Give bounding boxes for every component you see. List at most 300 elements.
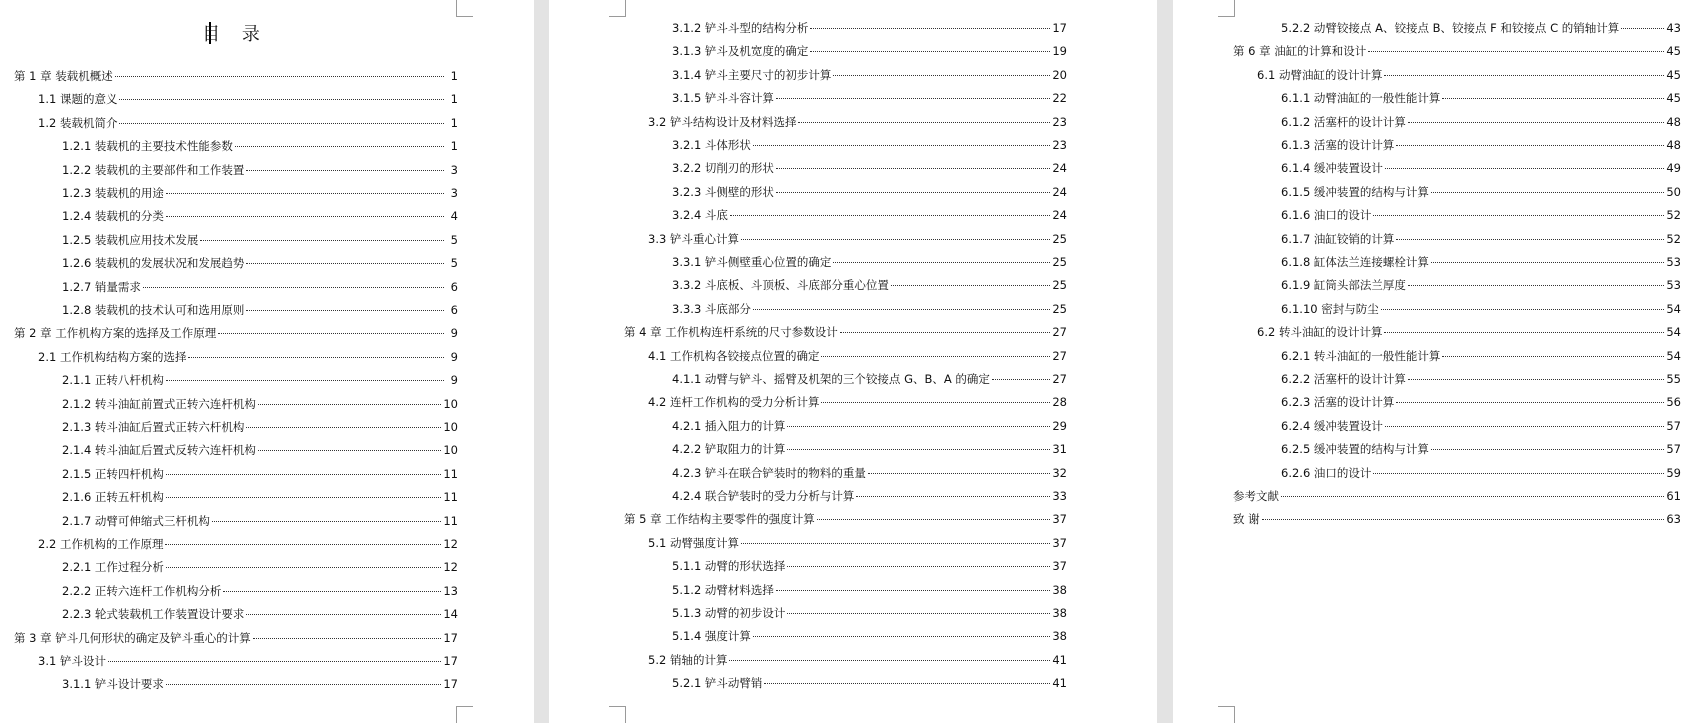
toc-entry-label: 5.1.4 强度计算 [672,629,751,643]
toc-entry[interactable] [38,89,458,109]
toc-entry[interactable] [624,509,1067,529]
toc-entry-label: 3.3.2 斗底板、斗顶板、斗底部分重心位置 [672,278,889,292]
toc-entry[interactable] [648,112,1067,132]
toc-entry[interactable] [672,182,1067,202]
toc-entry-label: 5.1 动臂强度计算 [648,536,739,550]
toc-page-number: 10 [443,443,458,457]
toc-dot-leader [1408,121,1664,123]
toc-entry[interactable] [62,440,458,460]
toc-entry-label: 5.1.1 动臂的形状选择 [672,559,786,573]
toc-dot-leader [787,448,1050,450]
toc-entry[interactable] [1257,322,1681,342]
toc-dot-leader [1442,355,1664,357]
toc-entry-label: 参考文献 [1233,489,1279,503]
toc-dot-leader [188,356,444,358]
toc-dot-leader [258,449,441,451]
toc-entry[interactable] [62,253,458,273]
toc-entry[interactable] [1281,229,1681,249]
toc-dot-leader [776,97,1050,99]
toc-page-number: 4 [450,209,458,223]
toc-entry[interactable] [62,230,458,250]
toc-entry[interactable] [672,158,1067,178]
toc-entry-label: 3.3 铲斗重心计算 [648,232,739,246]
toc-dot-leader [1368,50,1664,52]
toc-dot-leader [258,403,441,405]
toc-entry-label: 1.2.3 装载机的用途 [62,186,164,200]
toc-page-number: 43 [1666,21,1681,35]
toc-dot-leader [741,238,1050,240]
toc-entry[interactable] [62,487,458,507]
toc-entry-label: 6.2.5 缓冲装置的结构与计算 [1281,442,1429,456]
toc-entry-label: 4.2.1 插入阻力的计算 [672,419,786,433]
crop-mark-top-right [456,0,473,17]
toc-page-number: 17 [443,654,458,668]
toc-entry-label: 3.1 铲斗设计 [38,654,106,668]
toc-page-number: 17 [443,631,458,645]
toc-page-number: 37 [1052,559,1067,573]
crop-mark-top-left [609,0,626,17]
toc-page-number: 24 [1052,185,1067,199]
toc-dot-leader [833,261,1050,263]
toc-page-number: 56 [1666,395,1681,409]
toc-dot-leader [787,565,1050,567]
toc-dot-leader [776,167,1050,169]
toc-entry[interactable] [1281,112,1681,132]
toc-entry[interactable] [672,673,1067,693]
toc-page-number: 52 [1666,232,1681,246]
toc-entry-label: 第 4 章 工作机构连杆系统的尺寸参数设计 [624,325,838,339]
toc-entry[interactable] [1233,509,1681,529]
toc-page-number: 25 [1052,278,1067,292]
toc-entry[interactable] [672,556,1067,576]
toc-entry[interactable] [1281,416,1681,436]
toc-page-number: 1 [450,116,458,130]
toc-entry-label: 2.1.1 正转八杆机构 [62,373,164,387]
toc-entry[interactable] [62,417,458,437]
toc-dot-leader [776,191,1050,193]
toc-entry-label: 1.2 装载机简介 [38,116,118,130]
toc-entry[interactable] [648,346,1067,366]
toc-dot-leader [992,378,1050,380]
toc-entry-label: 6.1.9 缸筒头部法兰厚度 [1281,278,1406,292]
toc-page-number: 14 [443,607,458,621]
toc-entry-label: 6.1.8 缸体法兰连接螺栓计算 [1281,255,1429,269]
toc-page-number: 17 [1052,21,1067,35]
toc-entry-label: 3.2.3 斗侧壁的形状 [672,185,774,199]
crop-mark-bottom-left [1218,706,1235,723]
toc-page-number: 52 [1666,208,1681,222]
toc-dot-leader [753,308,1050,310]
toc-entry-label: 2.1.6 正转五杆机构 [62,490,164,504]
toc-entry-label: 2.1.5 正转四杆机构 [62,467,164,481]
toc-page-number: 10 [443,420,458,434]
toc-entry-label: 6.1.6 油口的设计 [1281,208,1372,222]
toc-dot-leader [753,635,1050,637]
toc-entry-label: 2.2 工作机构的工作原理 [38,537,164,551]
toc-dot-leader [253,637,442,639]
toc-dot-leader [891,284,1050,286]
toc-entry-label: 4.2 连杆工作机构的受力分析计算 [648,395,820,409]
toc-entry[interactable] [1281,252,1681,272]
toc-dot-leader [166,192,444,194]
toc-entry[interactable] [672,41,1067,61]
toc-page-number: 5 [450,256,458,270]
toc-dot-leader [1408,284,1664,286]
toc-page-number: 13 [443,584,458,598]
toc-entry-label: 3.2.4 斗底 [672,208,728,222]
toc-dot-leader [1431,448,1664,450]
toc-entry[interactable] [62,511,458,531]
toc-entry[interactable] [62,370,458,390]
toc-dot-leader [166,215,444,217]
toc-page-number: 24 [1052,161,1067,175]
toc-entry[interactable] [62,394,458,414]
toc-entry-label: 1.2.2 装载机的主要部件和工作装置 [62,163,245,177]
toc-entry-label: 6.2.4 缓冲装置设计 [1281,419,1383,433]
toc-entry[interactable] [672,205,1067,225]
toc-page-number: 11 [443,467,458,481]
toc-page-number: 11 [443,490,458,504]
toc-page-3 [1173,0,1686,723]
toc-entry[interactable] [62,604,458,624]
toc-page-number: 25 [1052,255,1067,269]
toc-entry-label: 6.2 转斗油缸的设计计算 [1257,325,1383,339]
toc-page-number: 32 [1052,466,1067,480]
toc-entry[interactable] [648,392,1067,412]
toc-page-1 [0,0,534,723]
toc-page-number: 23 [1052,115,1067,129]
toc-page-number: 48 [1666,138,1681,152]
toc-entry[interactable] [1281,463,1681,483]
toc-page-number: 45 [1666,44,1681,58]
toc-entry[interactable] [38,534,458,554]
toc-entry[interactable] [14,628,458,648]
crop-mark-top-left [1218,0,1235,17]
toc-entry[interactable] [1281,275,1681,295]
toc-page-number: 57 [1666,442,1681,456]
toc-page-number: 37 [1052,536,1067,550]
toc-page-number: 53 [1666,255,1681,269]
toc-page-number: 1 [450,139,458,153]
toc-dot-leader [119,122,444,124]
toc-entry[interactable] [672,299,1067,319]
toc-page-number: 38 [1052,606,1067,620]
toc-entry-label: 2.1.2 转斗油缸前置式正转六连杆机构 [62,397,256,411]
toc-page-number: 17 [443,677,458,691]
toc-page-number: 41 [1052,653,1067,667]
toc-entry[interactable] [1281,346,1681,366]
toc-entry[interactable] [1257,65,1681,85]
toc-dot-leader [1396,144,1664,146]
toc-dot-leader [115,75,444,77]
toc-entry-label: 6.1.2 活塞杆的设计计算 [1281,115,1406,129]
toc-entry-label: 2.2.2 正转六连杆工作机构分析 [62,584,222,598]
toc-entry-label: 3.2.1 斗体形状 [672,138,751,152]
toc-entry-label: 6.2.1 转斗油缸的一般性能计算 [1281,349,1441,363]
toc-page-number: 29 [1052,419,1067,433]
toc-entry[interactable] [672,88,1067,108]
toc-dot-leader [200,239,444,241]
toc-page-number: 12 [443,537,458,551]
toc-entry[interactable] [1281,88,1681,108]
toc-dot-leader [1396,238,1664,240]
toc-dot-leader [764,682,1050,684]
toc-entry-label: 1.2.5 装载机应用技术发展 [62,233,199,247]
toc-entry[interactable] [672,65,1067,85]
toc-entry[interactable] [14,323,458,343]
toc-page-number: 9 [450,373,458,387]
toc-entry-label: 3.3.3 斗底部分 [672,302,751,316]
toc-entry[interactable] [1281,158,1681,178]
toc-page-number: 25 [1052,232,1067,246]
toc-page-number: 12 [443,560,458,574]
toc-page-number: 1 [450,69,458,83]
toc-dot-leader [817,518,1051,520]
toc-entry[interactable] [14,66,458,86]
toc-entry[interactable] [1281,135,1681,155]
toc-entry-label: 5.2.2 动臂铰接点 A、铰接点 B、铰接点 F 和铰接点 C 的销轴计算 [1281,21,1620,35]
toc-heading: 目 录 [202,24,268,45]
toc-page-number: 61 [1666,489,1681,503]
toc-entry-label: 第 5 章 工作结构主要零件的强度计算 [624,512,815,526]
toc-entry[interactable] [38,651,458,671]
toc-entry[interactable] [672,463,1067,483]
toc-entry-label: 6.1.3 活塞的设计计算 [1281,138,1395,152]
toc-page-number: 24 [1052,208,1067,222]
toc-dot-leader [223,590,441,592]
toc-dot-leader [235,145,444,147]
toc-entry-label: 3.2 铲斗结构设计及材料选择 [648,115,797,129]
toc-dot-leader [833,74,1050,76]
toc-entry[interactable] [624,322,1067,342]
toc-entry[interactable] [648,533,1067,553]
toc-entry[interactable] [672,252,1067,272]
toc-dot-leader [776,589,1050,591]
toc-entry[interactable] [1281,18,1681,38]
toc-dot-leader [1262,518,1665,520]
toc-entry-label: 5.1.2 动臂材料选择 [672,583,774,597]
toc-dot-leader [810,27,1050,29]
toc-entry[interactable] [672,603,1067,623]
toc-dot-leader [753,144,1050,146]
toc-entry[interactable] [1281,205,1681,225]
toc-dot-leader [810,50,1050,52]
toc-entry[interactable] [1233,486,1681,506]
toc-entry-label: 致 谢 [1233,512,1260,526]
toc-dot-leader [856,495,1050,497]
toc-page-number: 31 [1052,442,1067,456]
toc-entry[interactable] [62,464,458,484]
toc-dot-leader [1431,191,1664,193]
crop-mark-bottom-left [609,706,626,723]
toc-entry[interactable] [1281,182,1681,202]
toc-entry-label: 6.1.10 密封与防尘 [1281,302,1379,316]
toc-entry[interactable] [1281,369,1681,389]
toc-entry-label: 6.1 动臂油缸的设计计算 [1257,68,1383,82]
toc-dot-leader [165,543,441,545]
toc-page-number: 50 [1666,185,1681,199]
toc-page-number: 45 [1666,91,1681,105]
toc-dot-leader [1385,425,1664,427]
toc-entry-label: 第 6 章 油缸的计算和设计 [1233,44,1367,58]
toc-dot-leader [246,169,444,171]
toc-dot-leader [119,98,444,100]
toc-entry[interactable] [672,439,1067,459]
toc-entry-label: 6.2.2 活塞杆的设计计算 [1281,372,1406,386]
toc-entry[interactable] [1281,439,1681,459]
toc-entry[interactable] [62,674,458,694]
toc-dot-leader [166,683,441,685]
toc-entry[interactable] [672,369,1067,389]
toc-entry-label: 1.2.7 销量需求 [62,280,141,294]
toc-entry-label: 第 2 章 工作机构方案的选择及工作原理 [14,326,217,340]
toc-page-number: 27 [1052,325,1067,339]
toc-dot-leader [1381,308,1665,310]
toc-page-number: 11 [443,514,458,528]
toc-page-number: 3 [450,186,458,200]
toc-entry-label: 第 3 章 铲斗几何形状的确定及铲斗重心的计算 [14,631,251,645]
toc-entry-label: 4.2.4 联合铲装时的受力分析与计算 [672,489,855,503]
toc-entry-label: 3.1.5 铲斗斗容计算 [672,91,774,105]
toc-entry[interactable] [672,275,1067,295]
toc-entry[interactable] [62,581,458,601]
toc-page-number: 25 [1052,302,1067,316]
toc-dot-leader [1384,74,1664,76]
toc-dot-leader [1385,167,1664,169]
toc-entry-label: 3.1.3 铲斗及机宽度的确定 [672,44,809,58]
toc-entry[interactable] [672,486,1067,506]
toc-page-number: 20 [1052,68,1067,82]
toc-dot-leader [821,355,1050,357]
toc-page-number: 53 [1666,278,1681,292]
toc-entry-label: 4.1 工作机构各铰接点位置的确定 [648,349,820,363]
toc-page-number: 48 [1666,115,1681,129]
toc-dot-leader [787,612,1050,614]
toc-dot-leader [1373,214,1664,216]
toc-page-2 [549,0,1157,723]
toc-entry[interactable] [38,113,458,133]
toc-entry-label: 6.1.7 油缸铰销的计算 [1281,232,1395,246]
toc-dot-leader [1396,401,1664,403]
toc-entry-label: 2.1.4 转斗油缸后置式反转六连杆机构 [62,443,256,457]
toc-page-number: 9 [450,350,458,364]
toc-entry[interactable] [38,347,458,367]
toc-entry[interactable] [672,416,1067,436]
toc-dot-leader [166,496,441,498]
toc-dot-leader [246,613,441,615]
toc-dot-leader [741,542,1050,544]
toc-entry-label: 6.1.4 缓冲装置设计 [1281,161,1383,175]
toc-entry[interactable] [62,206,458,226]
toc-entry-label: 3.1.2 铲斗斗型的结构分析 [672,21,809,35]
toc-page-number: 27 [1052,349,1067,363]
toc-entry-label: 1.2.8 装载机的技术认可和选用原则 [62,303,245,317]
toc-dot-leader [787,425,1050,427]
toc-entry-label: 2.2.1 工作过程分析 [62,560,164,574]
toc-entry-label: 2.1.7 动臂可伸缩式三杆机构 [62,514,210,528]
toc-page-number: 54 [1666,349,1681,363]
toc-entry[interactable] [1281,299,1681,319]
toc-dot-leader [1408,378,1664,380]
toc-page-number: 41 [1052,676,1067,690]
toc-page-number: 1 [450,92,458,106]
toc-entry[interactable] [672,18,1067,38]
toc-dot-leader [246,309,444,311]
toc-entry-label: 6.2.6 油口的设计 [1281,466,1372,480]
toc-entry[interactable] [62,300,458,320]
toc-dot-leader [1621,27,1664,29]
toc-page-number: 55 [1666,372,1681,386]
toc-entry-label: 1.2.1 装载机的主要技术性能参数 [62,139,233,153]
toc-entry-label: 3.1.1 铲斗设计要求 [62,677,164,691]
toc-entry-label: 4.1.1 动臂与铲斗、摇臂及机架的三个铰接点 G、B、A 的确定 [672,372,990,386]
toc-entry[interactable] [1233,41,1681,61]
toc-dot-leader [730,214,1050,216]
toc-entry-label: 1.2.4 装载机的分类 [62,209,164,223]
toc-dot-leader [729,659,1050,661]
toc-page-number: 9 [450,326,458,340]
toc-page-number: 23 [1052,138,1067,152]
toc-page-number: 28 [1052,395,1067,409]
toc-page-number: 3 [450,163,458,177]
toc-entry-label: 1.2.6 装载机的发展状况和发展趋势 [62,256,245,270]
toc-page-number: 6 [450,280,458,294]
toc-page-number: 57 [1666,419,1681,433]
toc-dot-leader [798,121,1050,123]
toc-dot-leader [868,472,1050,474]
toc-page-number: 49 [1666,161,1681,175]
toc-dot-leader [821,401,1050,403]
toc-page-number: 27 [1052,372,1067,386]
toc-entry-label: 5.2 销轴的计算 [648,653,728,667]
toc-entry[interactable] [648,229,1067,249]
toc-dot-leader [166,566,441,568]
toc-entry[interactable] [1281,392,1681,412]
toc-entry-label: 3.2.2 切削刃的形状 [672,161,774,175]
toc-dot-leader [166,473,441,475]
toc-entry-label: 5.2.1 铲斗动臂销 [672,676,763,690]
toc-dot-leader [218,332,444,334]
toc-entry[interactable] [672,580,1067,600]
toc-entry-label: 6.1.5 缓冲装置的结构与计算 [1281,185,1429,199]
toc-page-number: 33 [1052,489,1067,503]
toc-dot-leader [143,286,444,288]
toc-entry[interactable] [672,626,1067,646]
toc-entry[interactable] [62,183,458,203]
toc-entry-label: 1.1 课题的意义 [38,92,118,106]
toc-entry[interactable] [62,557,458,577]
toc-entry-label: 2.1 工作机构结构方案的选择 [38,350,187,364]
toc-entry[interactable] [62,136,458,156]
toc-page-number: 38 [1052,583,1067,597]
toc-dot-leader [166,379,444,381]
toc-entry[interactable] [648,650,1067,670]
toc-dot-leader [1442,97,1664,99]
toc-entry-label: 4.2.3 铲斗在联合铲装时的物料的重量 [672,466,866,480]
toc-page-number: 59 [1666,466,1681,480]
toc-dot-leader [1281,495,1664,497]
toc-entry[interactable] [672,135,1067,155]
toc-page-number: 45 [1666,68,1681,82]
toc-dot-leader [1373,472,1664,474]
toc-entry-label: 5.1.3 动臂的初步设计 [672,606,786,620]
toc-page-number: 19 [1052,44,1067,58]
toc-page-number: 54 [1666,325,1681,339]
toc-entry[interactable] [62,160,458,180]
toc-entry[interactable] [62,277,458,297]
toc-entry-label: 6.1.1 动臂油缸的一般性能计算 [1281,91,1441,105]
toc-page-number: 5 [450,233,458,247]
